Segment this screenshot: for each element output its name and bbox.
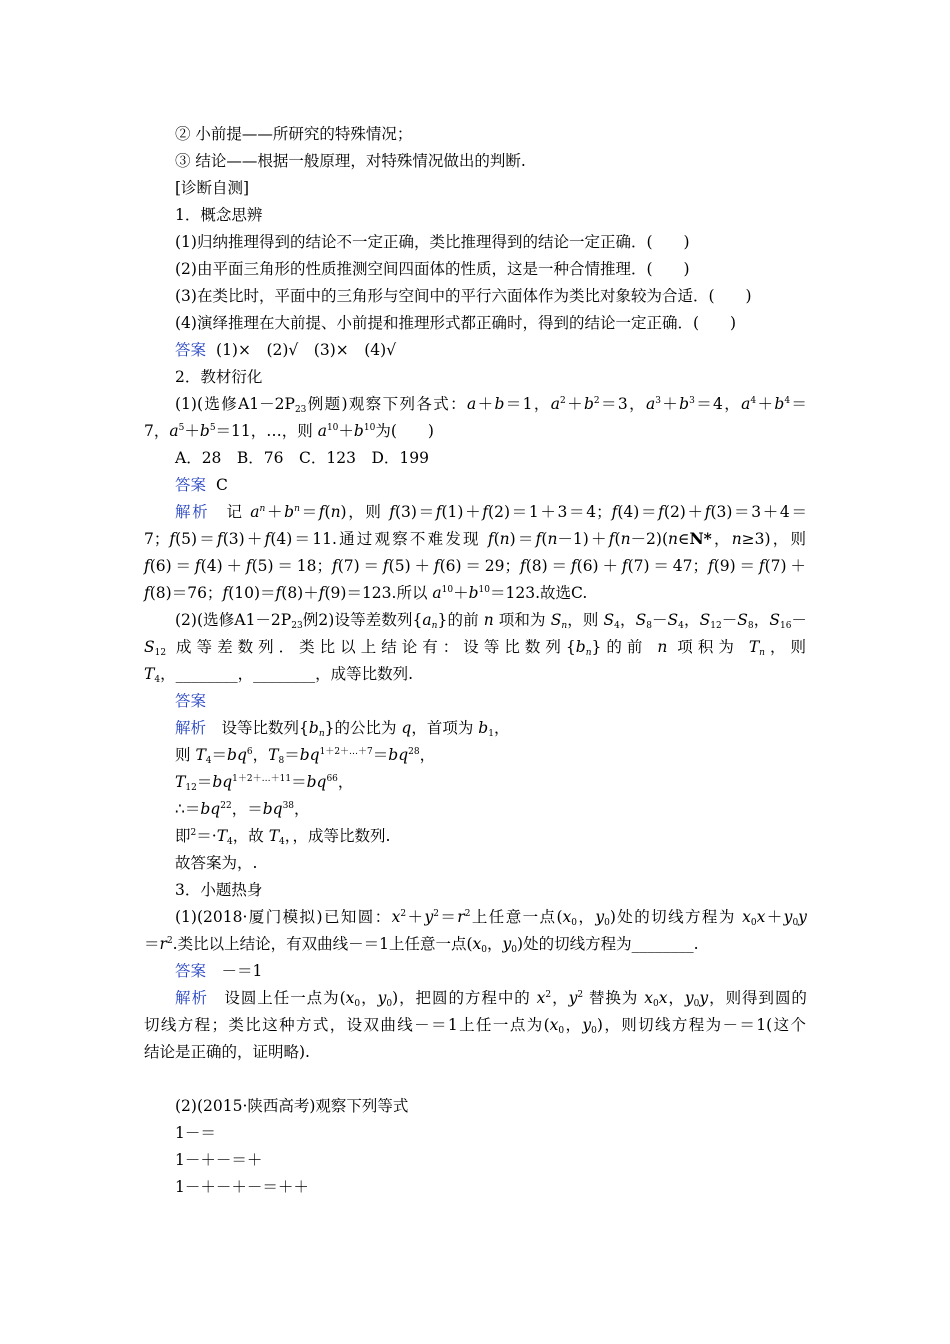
analysis-label: 解析 [175, 503, 210, 521]
question3-1-line2: $=r^2$.类比以上结论，有双曲线－＝1上任意一点($x_0$，$y_0$)处的切线方程为________. [144, 935, 699, 955]
conclusion-line: ③ 结论——根据一般原理，对特殊情况做出的判断. [175, 152, 526, 170]
equation-1: 1－＝ [175, 1124, 216, 1142]
analysis-label: 解析 [175, 719, 207, 737]
question3-2-head: (2)(2015·陕西高考)观察下列等式 [175, 1097, 409, 1115]
diagnosis-header: [诊断自测] [175, 179, 250, 197]
question2-2-line2: $S_{12}$ 成等差数列．类比以上结论有：设等比数列$\{b_n\}$的前 n 项积为 $T_n$，则 [144, 638, 806, 658]
analysis-2-1-line1: 解析 记 $a^n+b^n=f(n)$，则 f(3)＝f(1)＋f(2)＝1＋3＝4；f(4)＝f(2)＋f(3)＝3＋4＝ [175, 503, 807, 521]
minor-premise-line: ② 小前提——所研究的特殊情况； [175, 125, 413, 143]
equation-2: 1－＋－＝＋ [175, 1151, 263, 1169]
analysis-2-2-line6: 故答案为，. [175, 854, 258, 872]
answer-line-2 [175, 472, 228, 498]
answer-line-3 [175, 688, 206, 714]
answer-label: 答案 [175, 476, 207, 494]
question2-1-line1: (1)(选修$A1-2P_{23}$例题)观察下列各式：a＋b＝1，$a^2+b^2=3$，$a^3+b^3=4$，$a^4+b^4=$ [175, 395, 807, 415]
answer-label: 答案 [175, 341, 207, 359]
analysis-2-2-line5: 即$^2=\cdot T_4$，故 $T_4$，，成等比数列. [175, 827, 391, 847]
analysis-2-2-line4: $\therefore=bq^{22}$，$=bq^{38}$， [175, 800, 310, 818]
analysis-2-2-line1: 解析 设等比数列$\{b_n\}$的公比为 q，首项为 $b_1$， [175, 719, 510, 739]
analysis-2-2-line2: 则 $T_4=bq^6$，$T_8=bq^{1+2+\dots+7}=bq^{28}$， [175, 746, 436, 766]
analysis-3-1-line2: 切线方程；类比这种方式，设双曲线－＝1上任一点为($x_0$，$y_0$)，则切线方程为－＝1(这个 [144, 1016, 806, 1036]
question2-1-line2: 7，$a^5+b^5=11$，…，则 $a^{10}+b^{10}$为( ) [144, 422, 434, 440]
analysis-2-1-line2: 7；f(5)＝f(3)＋f(4)＝11.通过观察不难发现 f(n)＝f(n－1)＋f(n－2)(n∈N*，n≥3)，则 [144, 529, 806, 548]
question1-1: (1)归纳推理得到的结论不一定正确，类比推理得到的结论一定正确．( ) [175, 233, 690, 251]
question1-2: (2)由平面三角形的性质推测空间四面体的性质，这是一种合情推理．( ) [175, 260, 690, 278]
analysis-label: 解析 [175, 989, 208, 1007]
question2-2-line3: $T_4$，________，________，成等比数列. [144, 665, 414, 685]
equation-3: 1－＋－＋－＝＋＋ [175, 1178, 309, 1196]
analysis-2-1-line3: f(6)＝f(4)＋f(5)＝18；f(7)＝f(5)＋f(6)＝29；f(8)＝f(6)＋f(7)＝47；f(9)＝f(7)＋ [144, 557, 806, 575]
question3-1-line1: (1)(2018·厦门模拟)已知圆：$x^2+y^2=r^2$上任意一点($x_0$，$y_0$)处的切线方程为 $x_0x+y_0y$ [175, 908, 807, 928]
section2-title: 2．教材衍化 [175, 368, 263, 386]
section1-title: 1．概念思辨 [175, 206, 263, 224]
answer-value: (1)× (2)√ (3)× (4)√ [216, 341, 397, 359]
question2-1-choices: A．28 B．76 C．123 D．199 [175, 449, 429, 467]
question2-2-line1: (2)(选修$A1-2P_{23}$例2)设等差数列$\{a_n\}$的前 n 项和为 $S_n$，则 $S_4$，$S_8-S_4$，$S_{12}-S_8$，$S_{16}-$ [175, 611, 807, 631]
question2-2-blanks: ________，________，成等比数列. [175, 665, 414, 683]
analysis-2-2-line3: $T_{12}=bq^{1+2+\dots+11}=bq^{66}$， [175, 773, 354, 793]
analysis-3-1-line1: 解析 设圆上任一点为($x_0$，$y_0$)，把圆的方程中的 $x^2$，$y^2$ 替换为 $x_0x$，$y_0y$，则得到圆的 [175, 989, 807, 1009]
answer-label: 答案 [175, 962, 207, 980]
question1-3: (3)在类比时，平面中的三角形与空间中的平行六面体作为类比对象较为合适．( ) [175, 287, 752, 305]
answer-label: 答案 [175, 692, 207, 710]
analysis-2-1-line4: f(8)＝76；f(10)＝f(8)＋f(9)＝123.所以 $a^{10}+b^{10}=123$.故选C. [144, 584, 588, 602]
analysis-3-1-line3: 结论是正确的，证明略). [144, 1043, 310, 1061]
section3-title: 3．小题热身 [175, 881, 263, 899]
question1-4: (4)演绎推理在大前提、小前提和推理形式都正确时，得到的结论一定正确．( ) [175, 314, 737, 332]
answer-line-1 [175, 337, 396, 363]
answer-line-4: 答案 －＝1 [175, 962, 263, 980]
answer-value: C [216, 476, 228, 494]
